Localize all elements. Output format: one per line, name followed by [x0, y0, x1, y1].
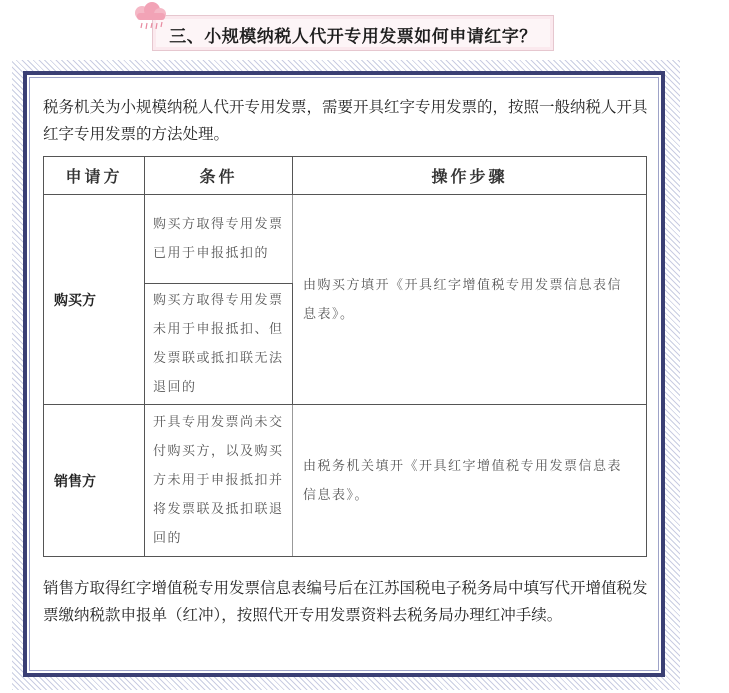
steps-cell: 由税务机关填开《开具红字增值税专用发票信息表信息表》。 — [293, 405, 647, 557]
intro-paragraph: 税务机关为小规模纳税人代开专用发票，需要开具红字专用发票的，按照一般纳税人开具红字专用发票的方法处理。 — [43, 98, 648, 143]
heading-title: 三、小规模纳税人代开专用发票如何申请红字？ — [169, 27, 537, 47]
table-row — [44, 195, 647, 284]
header-condition: 条件 — [145, 157, 293, 195]
applicant-cell: 销售方 — [44, 405, 145, 557]
condition-cell: 购买方取得专用发票已用于申报抵扣的 — [145, 195, 293, 284]
steps-cell: 由购买方填开《开具红字增值税专用发票信息表信息表》。 — [293, 195, 647, 405]
cloud-rain-icon — [128, 2, 172, 32]
header-applicant: 申请方 — [44, 157, 145, 195]
red-invoice-table — [43, 156, 647, 557]
condition-cell: 开具专用发票尚未交付购买方，以及购买方未用于申报抵扣并将发票联及抵扣联退回的 — [145, 405, 293, 557]
table-header-row — [44, 157, 647, 195]
condition-cell: 购买方取得专用发票未用于申报抵扣、但发票联或抵扣联无法退回的 — [145, 284, 293, 405]
table-row — [44, 405, 647, 557]
footer-paragraph: 销售方取得红字增值税专用发票信息表编号后在江苏国税电子税务局中填写代开增值税发票缴纳税款申报单（红冲），按照代开专用发票资料去税务局办理红冲手续。 — [43, 579, 648, 624]
header-steps: 操作步骤 — [293, 157, 647, 195]
applicant-cell: 购买方 — [44, 195, 145, 405]
section-heading — [152, 15, 554, 51]
